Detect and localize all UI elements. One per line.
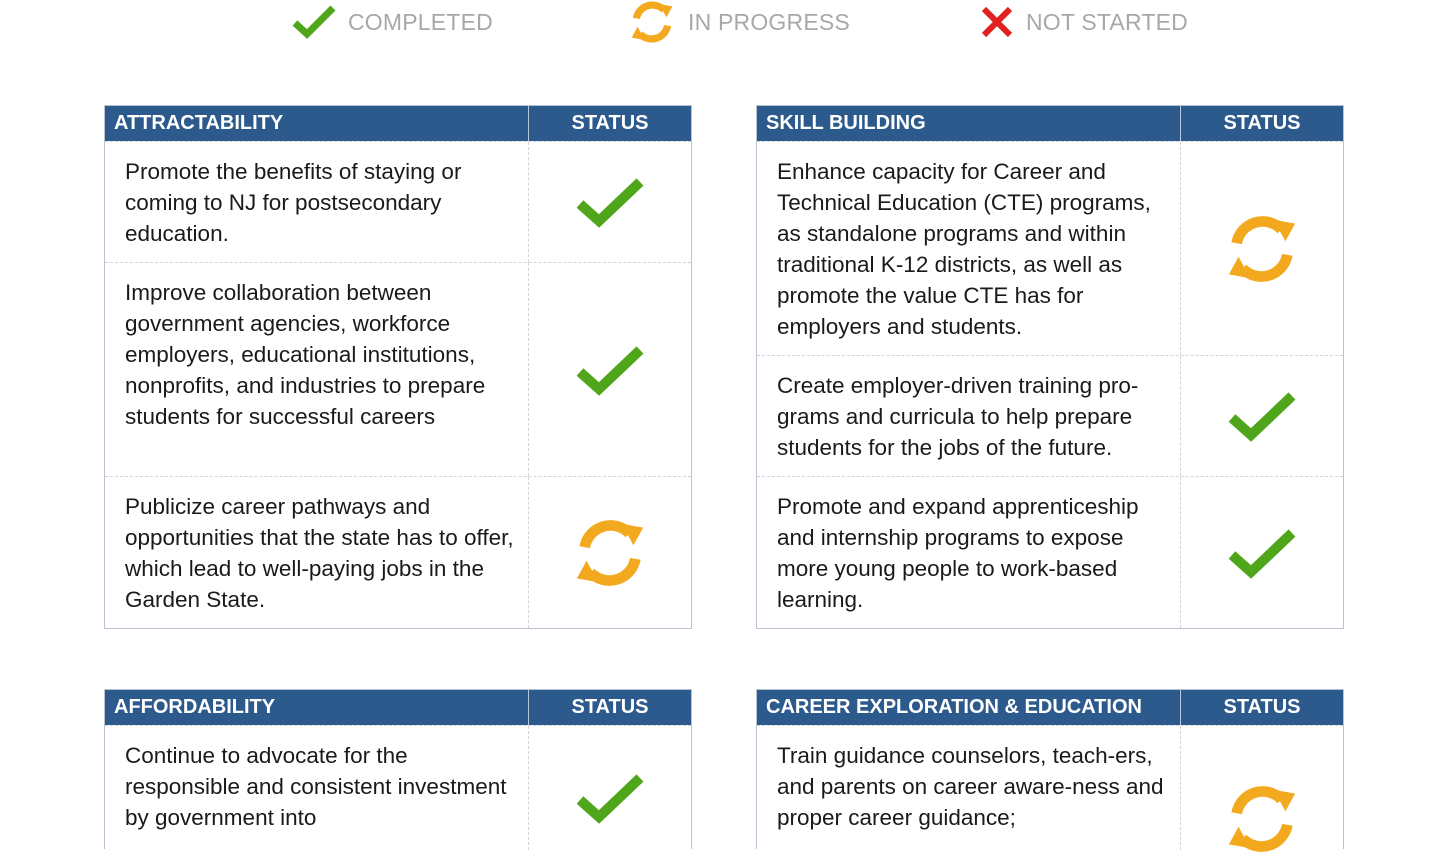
legend-completed — [292, 2, 493, 42]
row-description: Publicize career pathways and opportunities that the state has to offer, which lead to well-paying jobs in the Garden State. — [105, 477, 529, 628]
status-cell — [529, 142, 691, 262]
status-cell — [529, 263, 691, 476]
check-icon — [1228, 527, 1296, 579]
status-cell — [1181, 356, 1343, 476]
table-row — [105, 476, 691, 628]
legend-label-in-progress: IN PROGRESS — [688, 8, 850, 35]
row-description: Create employer-driven training pro-grams and curricula to help prepare students for the jobs of the future. — [757, 356, 1181, 476]
table-row — [757, 141, 1343, 355]
check-icon — [292, 4, 336, 40]
row-description: Enhance capacity for Career and Technical Education (CTE) programs, as standalone programs and within traditional K-12 districts, as well as promote the value CTE has for employers and students. — [757, 142, 1181, 355]
legend-not-started — [980, 2, 1188, 42]
category-heading: SKILL BUILDING — [757, 106, 1181, 141]
progress-icon — [571, 514, 649, 592]
table-header — [757, 106, 1343, 141]
status-cell — [1181, 477, 1343, 628]
check-icon — [576, 772, 644, 824]
check-icon — [576, 344, 644, 396]
table-row — [105, 725, 691, 850]
status-cell — [529, 477, 691, 628]
legend-label-not-started: NOT STARTED — [1026, 8, 1188, 35]
row-description: Promote the benefits of staying or coming to NJ for postsecondary education. — [105, 142, 529, 262]
table-header — [105, 690, 691, 725]
legend-in-progress — [628, 2, 850, 42]
status-heading: STATUS — [571, 112, 649, 134]
check-icon — [576, 176, 644, 228]
table-header — [757, 690, 1343, 725]
row-description: Train guidance counselors, teach-ers, and parents on career aware-ness and proper career guidance; — [757, 726, 1181, 850]
status-heading: STATUS — [1223, 112, 1301, 134]
status-cell — [529, 726, 691, 850]
row-description: Continue to advocate for the responsible and consistent investment by government into — [105, 726, 529, 850]
table-skill-building — [756, 105, 1344, 629]
progress-icon — [1223, 780, 1301, 858]
category-heading: CAREER EXPLORATION & EDUCATION — [757, 690, 1181, 725]
row-description: Improve collaboration between government agencies, workforce employers, educational institutions, nonprofits, and industries to prepare students for successful careers — [105, 263, 529, 476]
table-affordability — [104, 689, 692, 849]
table-row — [105, 262, 691, 476]
table-row — [757, 355, 1343, 476]
progress-icon — [628, 0, 676, 46]
table-career-exploration — [756, 689, 1344, 849]
table-row — [757, 476, 1343, 628]
category-heading: ATTRACTABILITY — [105, 106, 529, 141]
row-description: Promote and expand apprenticeship and internship programs to expose more young people to work-based learning. — [757, 477, 1181, 628]
table-row — [757, 725, 1343, 850]
check-icon — [1228, 390, 1296, 442]
table-header — [105, 106, 691, 141]
status-cell — [1181, 142, 1343, 355]
status-heading: STATUS — [1223, 696, 1301, 718]
progress-icon — [1223, 210, 1301, 288]
legend-label-completed: COMPLETED — [348, 8, 493, 35]
x-icon — [980, 5, 1014, 39]
status-cell — [1181, 726, 1343, 850]
table-row — [105, 141, 691, 262]
status-heading: STATUS — [571, 696, 649, 718]
category-heading: AFFORDABILITY — [105, 690, 529, 725]
status-legend — [0, 0, 1456, 44]
table-attractability — [104, 105, 692, 629]
